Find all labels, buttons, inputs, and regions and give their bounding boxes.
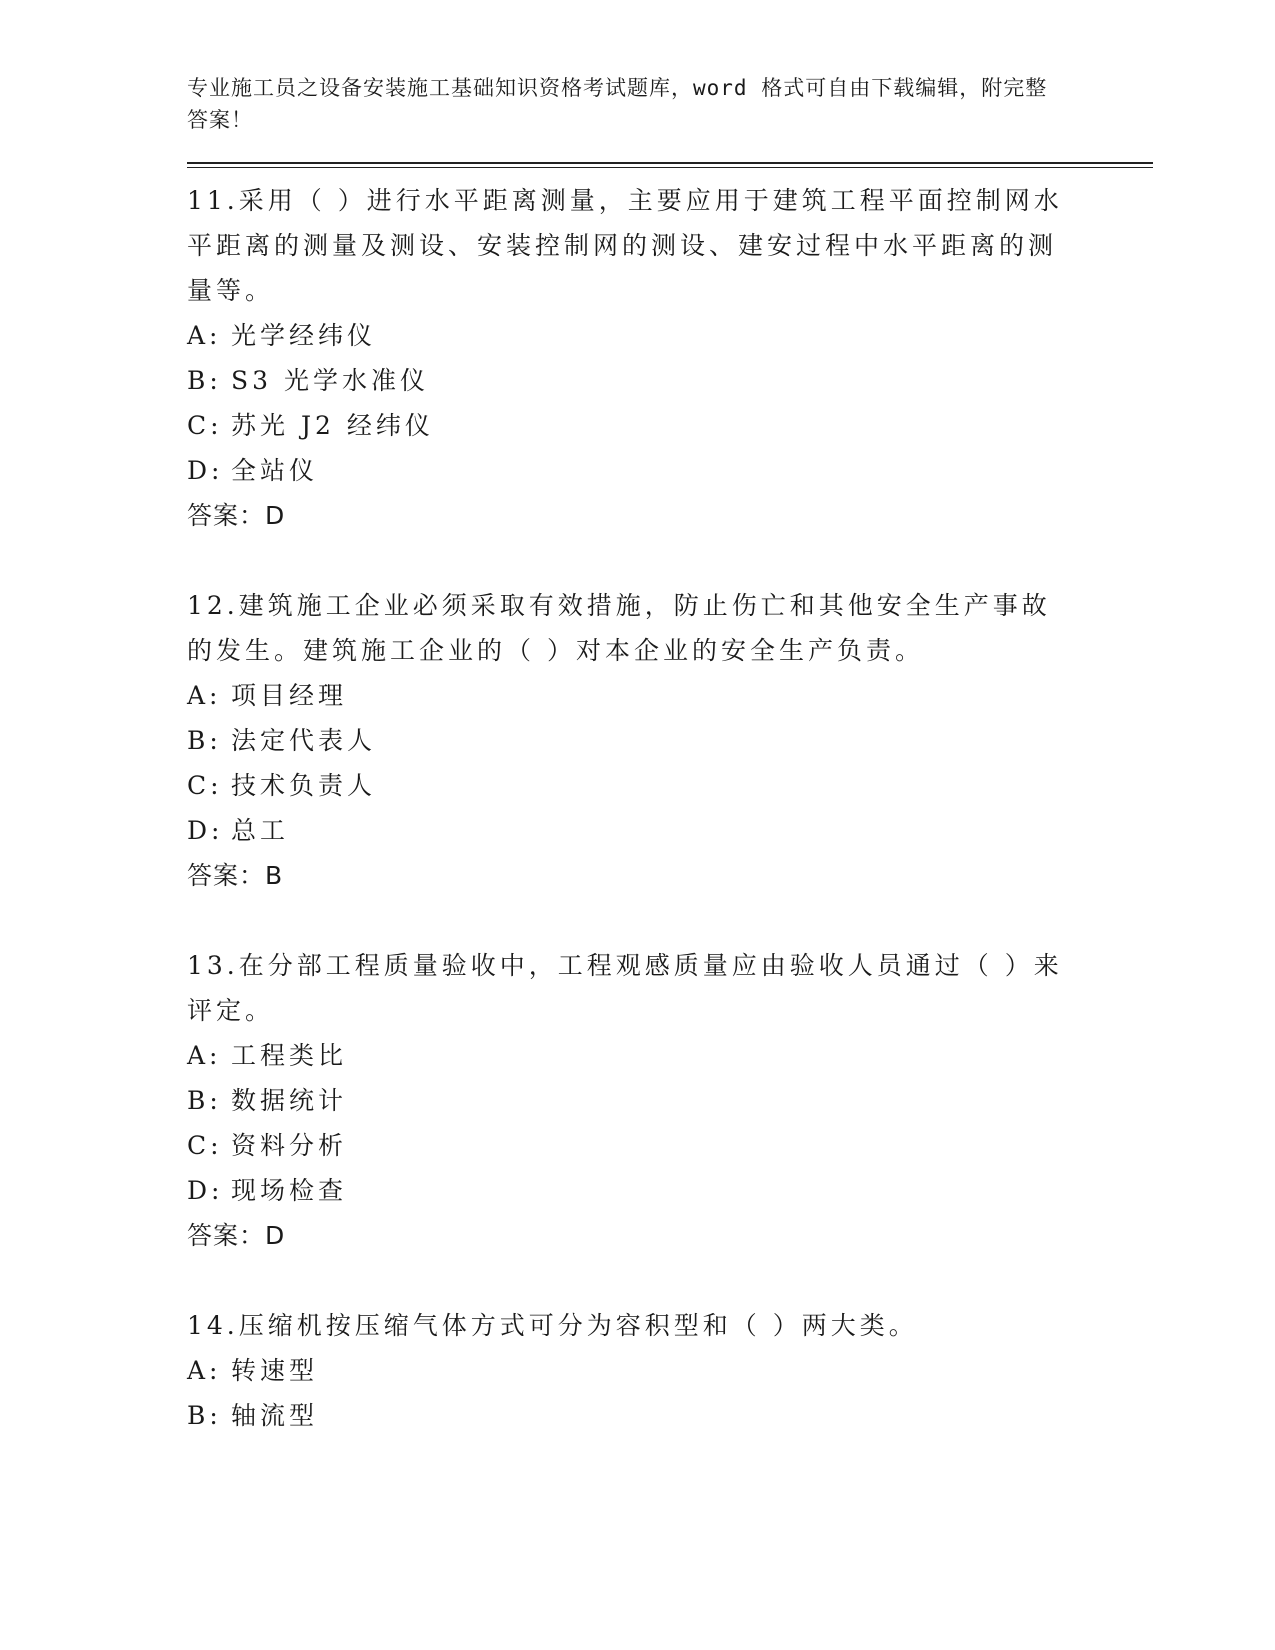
option-letter: D: — [187, 1176, 224, 1205]
question-12 — [187, 583, 1067, 898]
question-13 — [187, 943, 1067, 1258]
document-page — [187, 72, 1153, 1483]
option-text: 数据统计 — [231, 1086, 348, 1115]
document-header: 专业施工员之设备安装施工基础知识资格考试题库，word 格式可自由下载编辑，附完整答案！ — [187, 76, 1048, 132]
option-letter: C: — [187, 411, 223, 440]
option-text: 资料分析 — [231, 1131, 348, 1160]
option-letter: A: — [187, 681, 222, 710]
option-text: 总工 — [231, 816, 290, 845]
option-text: 全站仪 — [231, 456, 319, 485]
option-a — [187, 1033, 1067, 1078]
option-text: 技术负责人 — [231, 771, 377, 800]
option-text: 转速型 — [231, 1356, 319, 1385]
option-text: 轴流型 — [231, 1401, 319, 1430]
option-a — [187, 1348, 1067, 1393]
option-c — [187, 763, 1067, 808]
option-letter: B: — [187, 1401, 222, 1430]
question-list — [187, 178, 1067, 1438]
question-stem: 14.压缩机按压缩气体方式可分为容积型和（ ）两大类。 — [187, 1311, 918, 1340]
option-letter: C: — [187, 771, 223, 800]
option-b — [187, 1078, 1067, 1123]
answer-line: 答案：B — [187, 861, 284, 890]
option-a — [187, 673, 1067, 718]
option-d — [187, 1168, 1067, 1213]
option-letter: B: — [187, 726, 222, 755]
question-14 — [187, 1303, 1067, 1438]
option-d — [187, 448, 1067, 493]
header-divider — [187, 162, 1153, 168]
option-a — [187, 313, 1067, 358]
option-text: 光学经纬仪 — [231, 321, 377, 350]
option-letter: D: — [187, 816, 224, 845]
option-letter: D: — [187, 456, 224, 485]
answer-line: 答案：D — [187, 501, 286, 530]
option-text: 现场检查 — [231, 1176, 348, 1205]
question-stem: 11.采用（ ）进行水平距离测量，主要应用于建筑工程平面控制网水平距离的测量及测设、安装控制网的测设、建安过程中水平距离的测量等。 — [187, 186, 1063, 305]
option-letter: A: — [187, 1041, 222, 1070]
option-letter: B: — [187, 1086, 222, 1115]
option-b — [187, 358, 1067, 403]
question-stem: 13.在分部工程质量验收中，工程观感质量应由验收人员通过（ ）来评定。 — [187, 951, 1063, 1025]
question-11 — [187, 178, 1067, 538]
option-c — [187, 1123, 1067, 1168]
option-text: 苏光 J2 经纬仪 — [231, 411, 434, 440]
question-stem: 12.建筑施工企业必须采取有效措施，防止伤亡和其他安全生产事故的发生。建筑施工企业的（ ）对本企业的安全生产负责。 — [187, 591, 1051, 665]
answer-line: 答案：D — [187, 1221, 286, 1250]
option-letter: A: — [187, 1356, 222, 1385]
option-c — [187, 403, 1067, 448]
option-text: 项目经理 — [231, 681, 348, 710]
option-d — [187, 808, 1067, 853]
option-b — [187, 1393, 1067, 1438]
option-text: 工程类比 — [231, 1041, 348, 1070]
option-b — [187, 718, 1067, 763]
option-letter: B: — [187, 366, 222, 395]
option-text: S3 光学水准仪 — [231, 366, 429, 395]
option-letter: A: — [187, 321, 222, 350]
option-letter: C: — [187, 1131, 223, 1160]
option-text: 法定代表人 — [231, 726, 377, 755]
